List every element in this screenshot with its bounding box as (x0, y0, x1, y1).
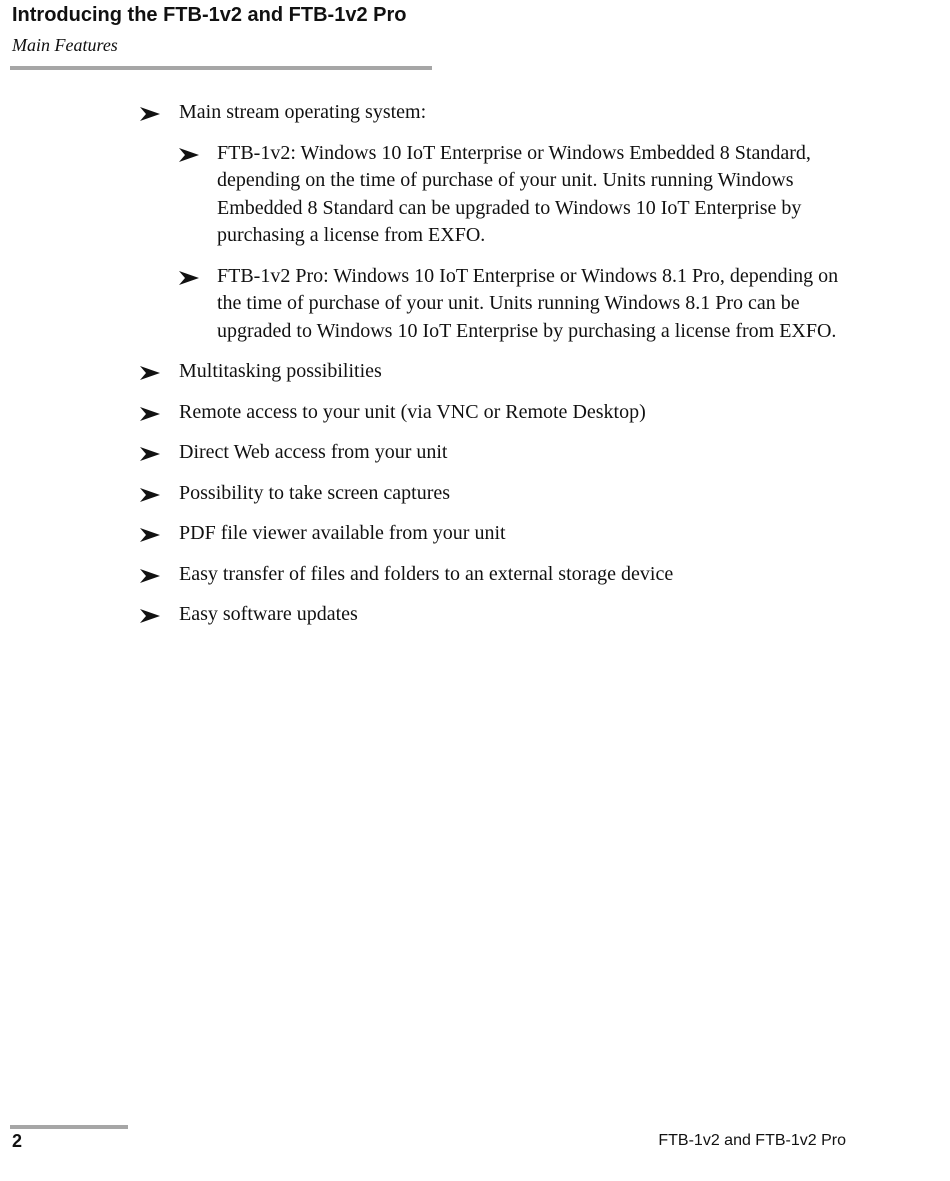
list-item (140, 480, 860, 508)
list-item (140, 439, 860, 467)
arrowhead-bullet-icon (140, 407, 160, 421)
feature-text: Remote access to your unit (via VNC or Remote Desktop) (179, 400, 646, 423)
list-item (140, 399, 860, 427)
list-item (140, 601, 860, 629)
arrowhead-bullet-icon (140, 609, 160, 623)
main-content (140, 99, 860, 642)
arrowhead-bullet-icon (140, 488, 160, 502)
feature-text: Multitasking possibilities (179, 360, 382, 382)
arrowhead-bullet-icon (179, 148, 199, 162)
header-divider (10, 66, 432, 70)
chapter-title: Introducing the FTB-1v2 and FTB-1v2 Pro (12, 4, 407, 26)
arrowhead-bullet-icon (140, 107, 160, 121)
page-number: 2 (12, 1131, 23, 1151)
feature-text: PDF file viewer available from your unit (179, 522, 506, 544)
footer-divider (10, 1125, 128, 1129)
list-item (179, 140, 860, 250)
os-sublist (179, 140, 860, 346)
feature-text: Main stream operating system: (179, 101, 427, 123)
subfeature-text: FTB-1v2 Pro: Windows 10 IoT Enterprise or Windows 8.1 Pro, depending on the time of purchase of your unit. Units running Windows 8.1 Pro can be upgraded to Windows 10 IoT Enterprise by purchasing a license from EXFO. (217, 264, 839, 342)
arrowhead-bullet-icon (140, 447, 160, 461)
arrowhead-bullet-icon (140, 528, 160, 542)
feature-text: Direct Web access from your unit (179, 441, 448, 463)
feature-list (140, 99, 860, 629)
subfeature-text: FTB-1v2: Windows 10 IoT Enterprise or Windows Embedded 8 Standard, depending on the time of purchase of your unit. Units running Windows Embedded 8 Standard can be upgraded to Windows 10 IoT Enterprise by purchasing a license from EXFO. (217, 141, 811, 246)
list-item (140, 358, 860, 386)
list-item (140, 99, 860, 345)
feature-text: Easy transfer of files and folders to an external storage device (179, 562, 674, 585)
list-item (140, 520, 860, 548)
feature-text: Easy software updates (179, 603, 358, 625)
footer-product-name: FTB-1v2 and FTB-1v2 Pro (658, 1132, 846, 1149)
arrowhead-bullet-icon (140, 569, 160, 583)
arrowhead-bullet-icon (140, 366, 160, 380)
arrowhead-bullet-icon (179, 271, 199, 285)
list-item (140, 561, 860, 589)
section-title: Main Features (12, 35, 118, 55)
feature-text: Possibility to take screen captures (179, 481, 451, 504)
page-header (12, 0, 442, 57)
list-item (179, 263, 860, 346)
